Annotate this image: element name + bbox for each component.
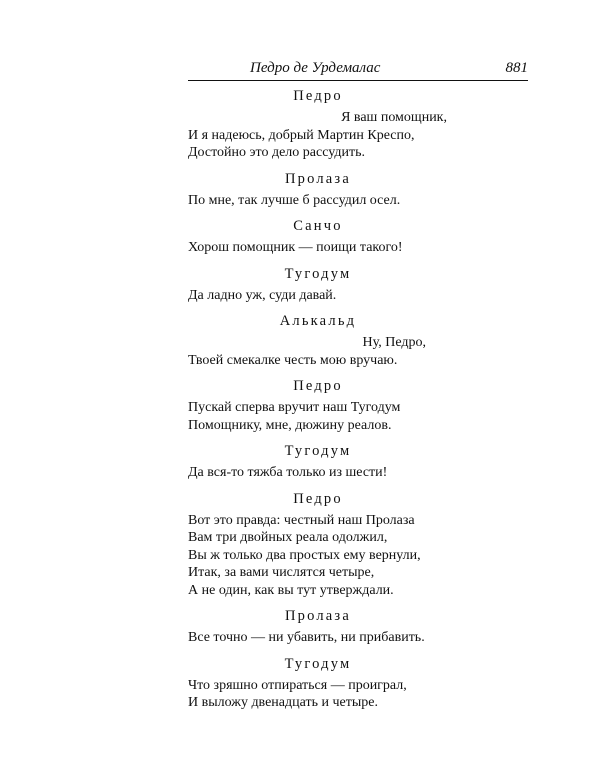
- verse-line: Да ладно уж, суди давай.: [188, 287, 337, 303]
- verse-line: По мне, так лучше б рассудил осел.: [188, 192, 401, 208]
- speaker-name: Пролаза: [284, 608, 351, 624]
- verse-line: Что зряшно отпираться — проиграл,: [188, 677, 407, 693]
- speaker-name: Санчо: [293, 218, 343, 234]
- speaker-name: Педро: [293, 88, 343, 104]
- verse-line: Вы ж только два простых ему вернули,: [188, 547, 421, 563]
- verse-line: Помощнику, мне, дюжину реалов.: [188, 417, 392, 433]
- verse-line: И я надеюсь, добрый Мартин Креспо,: [188, 127, 415, 143]
- verse-line: Вот это правда: честный наш Пролаза: [188, 512, 415, 528]
- verse-line: Все точно — ни убавить, ни прибавить.: [188, 630, 425, 645]
- verse-line: Ну, Педро,: [362, 335, 426, 350]
- verse-line: Да вся-то тяжба только из шести!: [188, 465, 388, 480]
- verse-line: Твоей смекалке честь мою вручаю.: [188, 352, 398, 368]
- speaker-name: Педро: [293, 378, 343, 394]
- verse-line: А не один, как вы тут утверждали.: [188, 582, 394, 598]
- speaker-name: Пролаза: [284, 170, 351, 187]
- verse-line: Хорош помощник — поищи такого!: [188, 240, 403, 255]
- verse-line: И выложу двенадцать и четыре.: [188, 695, 378, 710]
- verse-line: Итак, за вами числятся четыре,: [188, 565, 375, 580]
- verse-line: Вам три двойных реала одолжил,: [188, 530, 388, 545]
- running-title: Педро де Урдемалас: [250, 60, 381, 76]
- verse-line: Я ваш помощник,: [341, 110, 447, 125]
- speaker-name: Алькальд: [279, 313, 357, 329]
- page-number: 881: [505, 60, 528, 76]
- speaker-name: Тугодум: [284, 265, 352, 282]
- speaker-name: Тугодум: [284, 443, 352, 459]
- speaker-name: Тугодум: [284, 655, 352, 672]
- page-header: [188, 58, 528, 78]
- verse-line: Достойно это дело рассудить.: [188, 145, 365, 160]
- header-rule: [188, 80, 528, 81]
- play-text: [188, 86, 448, 712]
- verse-line: Пускай сперва вручит наш Тугодум: [188, 400, 401, 415]
- speaker-name: Педро: [293, 490, 343, 507]
